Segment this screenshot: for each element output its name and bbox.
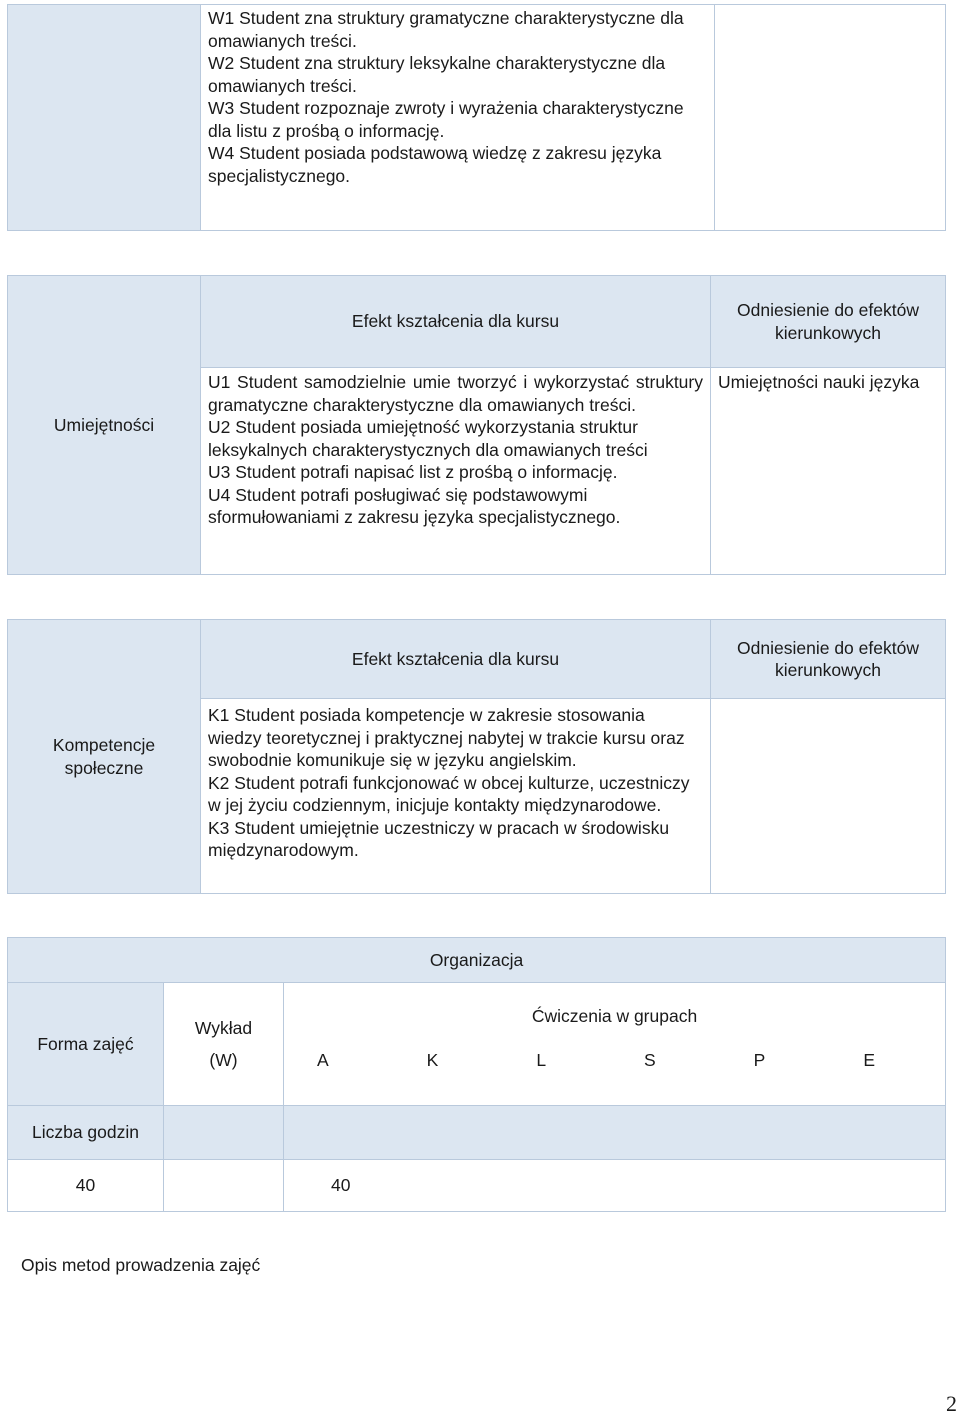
group-a: A [317, 1050, 329, 1070]
social-effects-cell [201, 699, 711, 894]
skills-effect-u2: U2 Student posiada umiejętność wykorzystania struktur leksykalnych charakterystycznych dla omawianych treści [208, 417, 648, 460]
skills-effects-cell [201, 368, 711, 575]
skills-reference-text: Umiejętności nauki języka [718, 372, 920, 393]
skills-category-cell [8, 276, 201, 575]
hours-empty-1 [164, 1160, 284, 1212]
social-reference-header: Odniesienie do efektów kierunkowych [711, 620, 946, 699]
knowledge-effects-table [7, 4, 946, 231]
page-number: 2 [946, 1391, 957, 1416]
group-l: L [536, 1050, 547, 1070]
skills-category-label: Umiejętności [53, 414, 155, 435]
lecture-label: Wykład [194, 1017, 253, 1038]
skills-effect-u3: U3 Student potrafi napisać list z prośbą o informację. [208, 462, 618, 483]
group-e: E [863, 1050, 876, 1070]
methods-title: Opis metod prowadzenia zajęć [21, 1255, 261, 1275]
skills-effect-u4: U4 Student potrafi posługiwać się podstawowymi sformułowaniami z zakresu języka specjalistycznego. [208, 484, 621, 528]
skills-effect-u1: U1 Student samodzielnie umie tworzyć i wykorzystać struktury gramatyczne charakterystyczne dla omawianych treści. [208, 372, 703, 415]
group-s: S [644, 1050, 656, 1070]
social-effect-k2: K2 Student potrafi funkcjonować w obcej kulturze, uczestniczy w jej życiu codziennym, inicjuje kontakty międzynarodowe. [208, 772, 690, 816]
skills-reference-header: Odniesienie do efektów kierunkowych [711, 276, 946, 368]
knowledge-category-cell [8, 5, 201, 231]
social-category-cell [8, 620, 201, 894]
form-label: Forma zajęć [8, 983, 164, 1106]
social-effect-k3: K3 Student umiejętnie uczestniczy w pracach w środowisku międzynarodowym. [208, 817, 670, 861]
skills-table [7, 275, 946, 575]
group-k: K [426, 1050, 439, 1070]
knowledge-effect-w4: W4 Student posiada podstawową wiedzę z zakresu języka specjalistycznego. [208, 143, 662, 186]
social-effect-header: Efekt kształcenia dla kursu [201, 620, 711, 699]
skills-effect-header: Efekt kształcenia dla kursu [201, 276, 711, 368]
social-reference-cell [711, 699, 946, 894]
exercises-cell [284, 983, 946, 1106]
lecture-code: (W) [209, 1050, 238, 1070]
knowledge-effect-w1: W1 Student zna struktury gramatyczne charakterystyczne dla omawianych treści. [208, 8, 684, 51]
knowledge-effects-cell [201, 5, 715, 231]
hours-total: 40 [8, 1160, 164, 1212]
organization-table [7, 937, 946, 1212]
exercise-groups [284, 1049, 945, 1105]
hours-lecture: 40 [284, 1160, 946, 1212]
lecture-cell [164, 983, 284, 1106]
social-competences-table [7, 619, 946, 894]
knowledge-effect-w2: W2 Student zna struktury leksykalne charakterystyczne dla omawianych treści. [208, 53, 666, 96]
social-category-label: Kompetencje społeczne [52, 735, 156, 778]
group-p: P [753, 1050, 766, 1070]
knowledge-reference-cell [715, 5, 946, 231]
hours-label-spacer [164, 1106, 284, 1160]
social-effect-k1: K1 Student posiada kompetencje w zakresie stosowania wiedzy teoretycznej i praktycznej nabytej w trakcie kursu oraz swobodnie komunikuje się w języku angielskim. [208, 705, 685, 771]
exercises-label: Ćwiczenia w grupach [531, 1005, 698, 1026]
knowledge-effect-w3: W3 Student rozpoznaje zwroty i wyrażenia charakterystyczne dla listu z prośbą o informację. [208, 98, 684, 141]
hours-label: Liczba godzin [8, 1106, 164, 1160]
hours-label-spacer-2 [284, 1106, 946, 1160]
organization-title: Organizacja [8, 938, 946, 983]
skills-reference-cell [711, 368, 946, 575]
